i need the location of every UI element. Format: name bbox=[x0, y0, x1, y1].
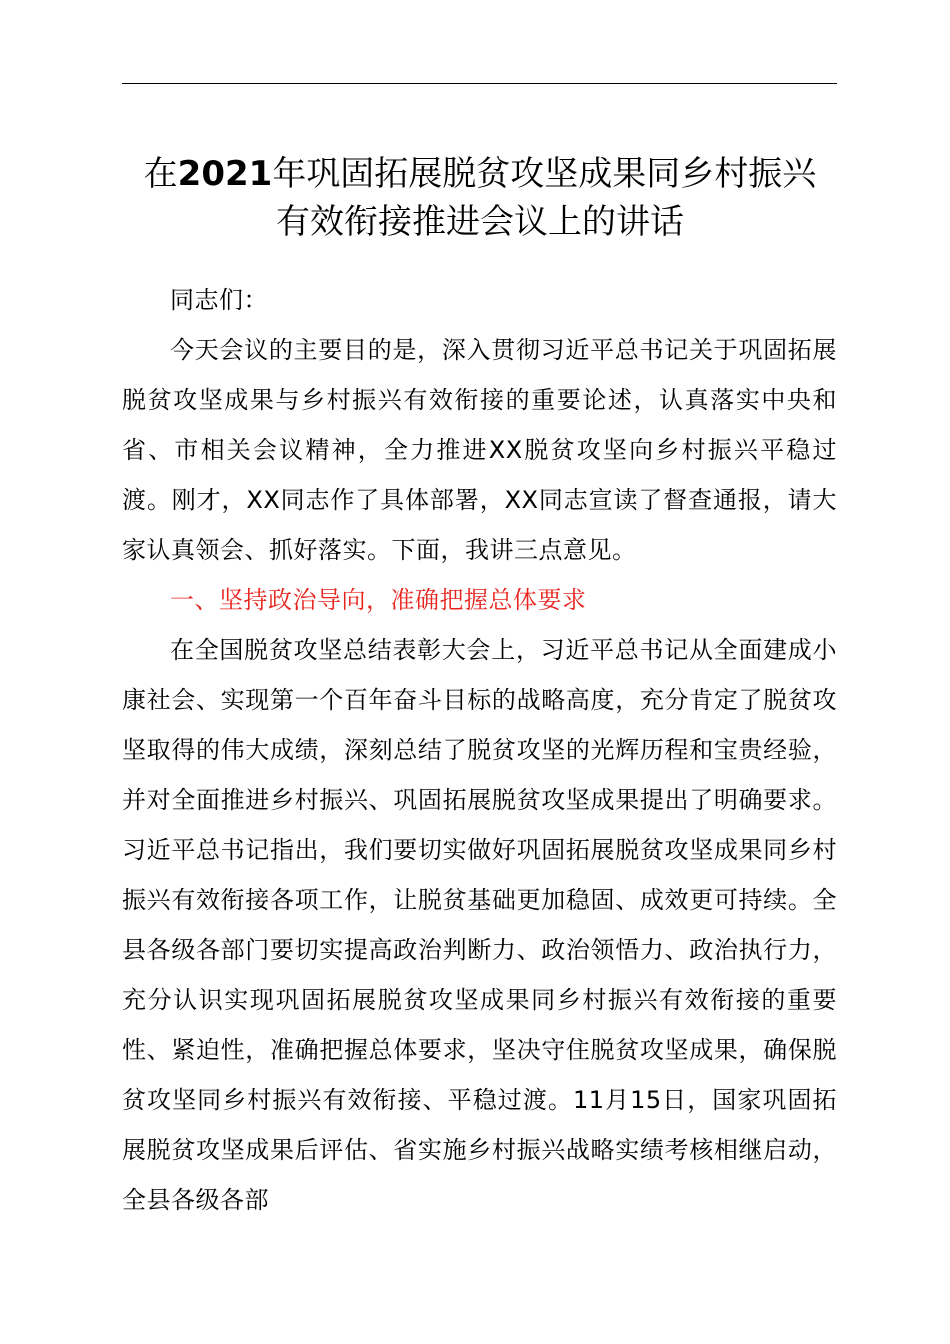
document-title bbox=[100, 150, 860, 246]
salutation: 同志们： bbox=[170, 286, 268, 314]
header-rule bbox=[122, 83, 837, 84]
title-prefix: 在 bbox=[143, 154, 178, 194]
section-heading-1: 一、坚持政治导向，准确把握总体要求 bbox=[170, 586, 587, 614]
title-line2: 有效衔接推进会议上的讲话 bbox=[276, 202, 684, 242]
section1-paragraph: 在全国脱贫攻坚总结表彰大会上，习近平总书记从全面建成小康社会、实现第一个百年奋斗目标的战略高度，充分肯定了脱贫攻坚取得的伟大成绩，深刻总结了脱贫攻坚的光辉历程和宝贵经验，并对全面推进乡村振兴、巩固拓展脱贫攻坚成果提出了明确要求。习近平总书记指出，我们要切实做好巩固拓展脱贫攻坚成果同乡村振兴有效衔接各项工作，让脱贫基础更加稳固、成效更可持续。全县各级各部门要切实提高政治判断力、政治领悟力、政治执行力，充分认识实现巩固拓展脱贫攻坚成果同乡村振兴有效衔接的重要性、紧迫性，准确把握总体要求，坚决守住脱贫攻坚成果，确保脱贫攻坚同乡村振兴有效衔接、平稳过渡。11月15日，国家巩固拓展脱贫攻坚成果后评估、省实施乡村振兴战略实绩考核相继启动，全县各级各部 bbox=[122, 636, 837, 1214]
title-line1-rest: 年巩固拓展脱贫攻坚成果同乡村振兴 bbox=[272, 154, 817, 194]
title-year: 2021 bbox=[177, 154, 273, 194]
intro-paragraph: 今天会议的主要目的是，深入贯彻习近平总书记关于巩固拓展脱贫攻坚成果与乡村振兴有效衔接的重要论述，认真落实中央和省、市相关会议精神，全力推进XX脱贫攻坚向乡村振兴平稳过渡。刚才，XX同志作了具体部署，XX同志宣读了督查通报，请大家认真领会、抓好落实。下面，我讲三点意见。 bbox=[122, 336, 837, 564]
document-body bbox=[122, 275, 837, 1225]
